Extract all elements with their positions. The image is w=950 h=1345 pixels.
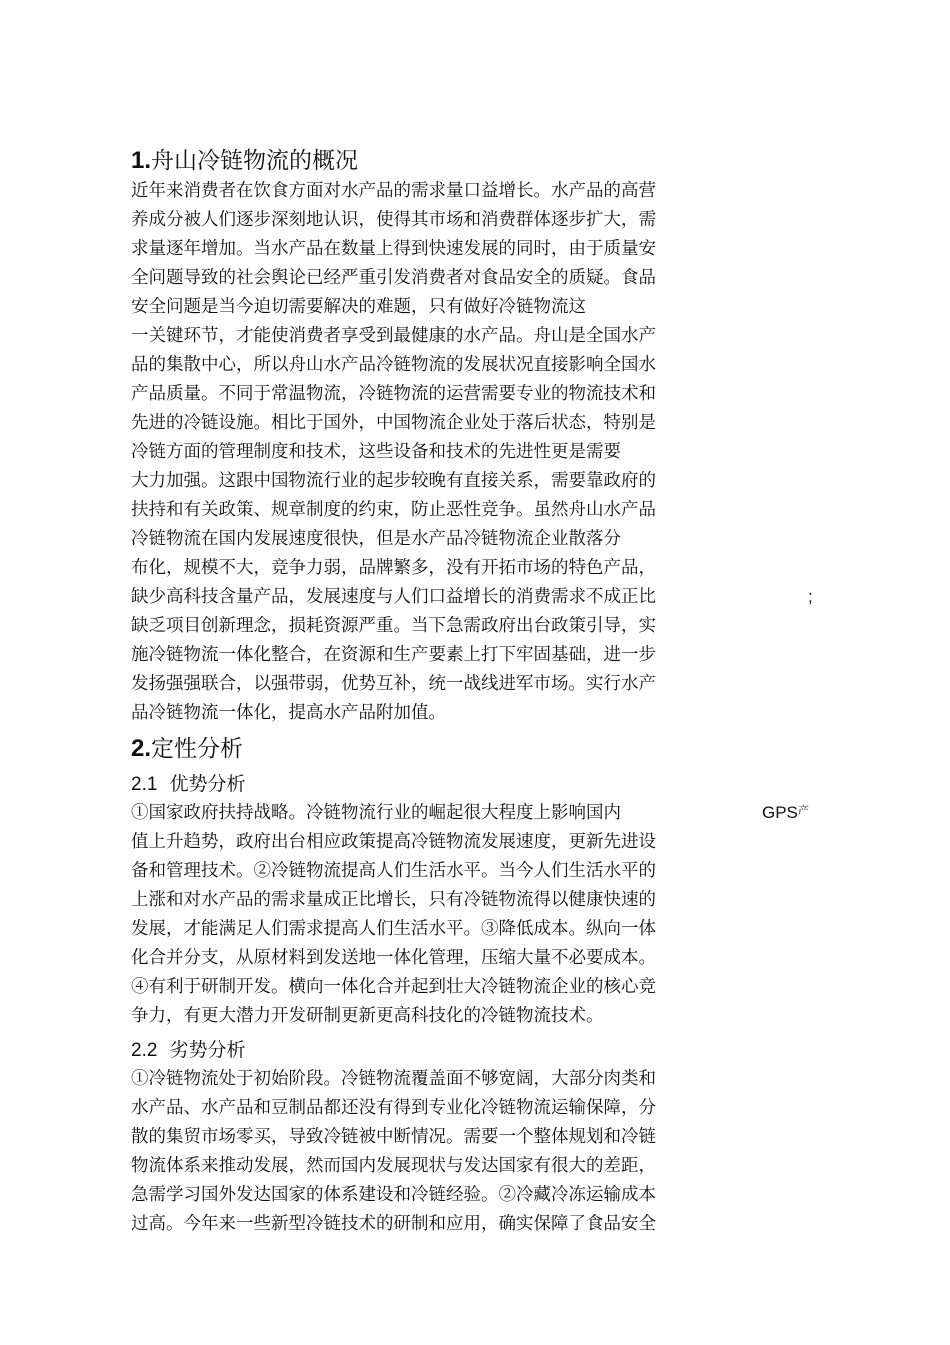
paragraph-line: ④有利于研制开发。横向一体化合并起到壮大冷链物流企业的核心竞 <box>131 977 656 997</box>
subsection-2-1-number: 2.1 <box>131 774 158 795</box>
paragraph-line: 全问题导致的社会舆论已经严重引发消费者对食品安全的质疑。食品 <box>131 268 656 288</box>
paragraph-line: 水产品、水产品和豆制品都还没有得到专业化冷链物流运输保障，分 <box>131 1098 656 1118</box>
paragraph-line: 产品质量。不同于常温物流，冷链物流的运营需要专业的物流技术和 <box>131 384 656 404</box>
subsection-2-2-title: 劣势分析 <box>169 1039 246 1061</box>
section-1-title: 舟山冷链物流的概况 <box>151 148 359 174</box>
paragraph-line: 发展，才能满足人们需求提高人们生活水平。③降低成本。纵向一体 <box>131 919 656 939</box>
subsection-2-2-number: 2.2 <box>131 1040 158 1061</box>
subsection-2-2-heading <box>131 1036 246 1064</box>
paragraph-line: 散的集贸市场零买，导致冷链被中断情况。需要一个整体规划和冷链 <box>131 1127 656 1147</box>
subsection-2-1-heading <box>131 770 246 798</box>
subsection-2-1-title: 优势分析 <box>169 773 246 795</box>
paragraph-line: 冷链物流在国内发展速度很快，但是水产品冷链物流企业散落分 <box>131 529 621 549</box>
section-2-number: 2. <box>131 735 152 762</box>
paragraph-line: ①冷链物流处于初始阶段。冷链物流覆盖面不够宽阔，大部分肉类和 <box>131 1069 656 1089</box>
paragraph-line: 缺乏项目创新理念，损耗资源严重。当下急需政府出台政策引导，实 <box>131 616 656 636</box>
paragraph-line: ①国家政府扶持战略。冷链物流行业的崛起很大程度上影响国内 <box>131 803 621 823</box>
section-2-title: 定性分析 <box>151 736 244 762</box>
paragraph-line: 物流体系来推动发展，然而国内发展现状与发达国家有很大的差距， <box>131 1156 656 1176</box>
paragraph-line: 品的集散中心，所以舟山水产品冷链物流的发展状况直接影响全国水 <box>131 355 656 375</box>
margin-semicolon: ; <box>808 587 813 606</box>
paragraph-line: 值上升趋势，政府出台相应政策提高冷链物流发展速度，更新先进设 <box>131 832 656 852</box>
paragraph-line: 一关键环节，才能使消费者享受到最健康的水产品。舟山是全国水产 <box>131 326 656 346</box>
paragraph-line: 冷链方面的管理制度和技术，这些设备和技术的先进性更是需要 <box>131 442 621 462</box>
paragraph-line: 上涨和对水产品的需求量成正比增长，只有冷链物流得以健康快速的 <box>131 890 656 910</box>
paragraph-line: 发扬强强联合，以强带弱，优势互补，统一战线进军市场。实行水产 <box>131 674 656 694</box>
paragraph-line: 过高。今年来一些新型冷链技术的研制和应用，确实保障了食品安全 <box>131 1214 656 1234</box>
margin-gps-note <box>762 799 809 827</box>
paragraph-line: 扶持和有关政策、规章制度的约束，防止恶性竞争。虽然舟山水产品 <box>131 500 656 520</box>
paragraph-line: 品冷链物流一体化，提高水产品附加值。 <box>131 703 446 723</box>
paragraph-line: 求量逐年增加。当水产品在数量上得到快速发展的同时，由于质量安 <box>131 239 656 259</box>
paragraph-line: 化合并分支，从原材料到发送地一体化管理，压缩大量不必要成本。 <box>131 948 656 968</box>
section-2-heading <box>131 731 243 767</box>
paragraph-line: 先进的冷链设施。相比于国外，中国物流企业处于落后状态，特别是 <box>131 413 656 433</box>
paragraph-line: 争力，有更大潜力开发研制更新更高科技化的冷链物流技术。 <box>131 1006 604 1026</box>
paragraph-line: 缺少高科技含量产品，发展速度与人们口益增长的消费需求不成正比 <box>131 587 656 607</box>
section-1-heading <box>131 143 358 179</box>
paragraph-line: 布化，规模不大，竞争力弱，品牌繁多，没有开拓市场的特色产品， <box>131 558 656 578</box>
margin-gps-sup: 产 <box>797 805 809 817</box>
paragraph-line: 近年来消费者在饮食方面对水产品的需求量口益增长。水产品的高营 <box>131 181 656 201</box>
paragraph-line: 大力加强。这跟中国物流行业的起步较晚有直接关系，需要靠政府的 <box>131 471 656 491</box>
section-1-number: 1. <box>131 147 152 174</box>
paragraph-line: 安全问题是当今迫切需要解决的难题，只有做好冷链物流这 <box>131 297 586 317</box>
paragraph-line: 备和管理技术。②冷链物流提高人们生活水平。当今人们生活水平的 <box>131 861 656 881</box>
paragraph-line: 急需学习国外发达国家的体系建设和冷链经验。②冷藏冷冻运输成本 <box>131 1185 656 1205</box>
margin-gps-text: GPS <box>762 803 798 822</box>
paragraph-line: 养成分被人们逐步深刻地认识，使得其市场和消费群体逐步扩大，需 <box>131 210 656 230</box>
paragraph-line: 施冷链物流一体化整合，在资源和生产要素上打下牢固基础，进一步 <box>131 645 656 665</box>
